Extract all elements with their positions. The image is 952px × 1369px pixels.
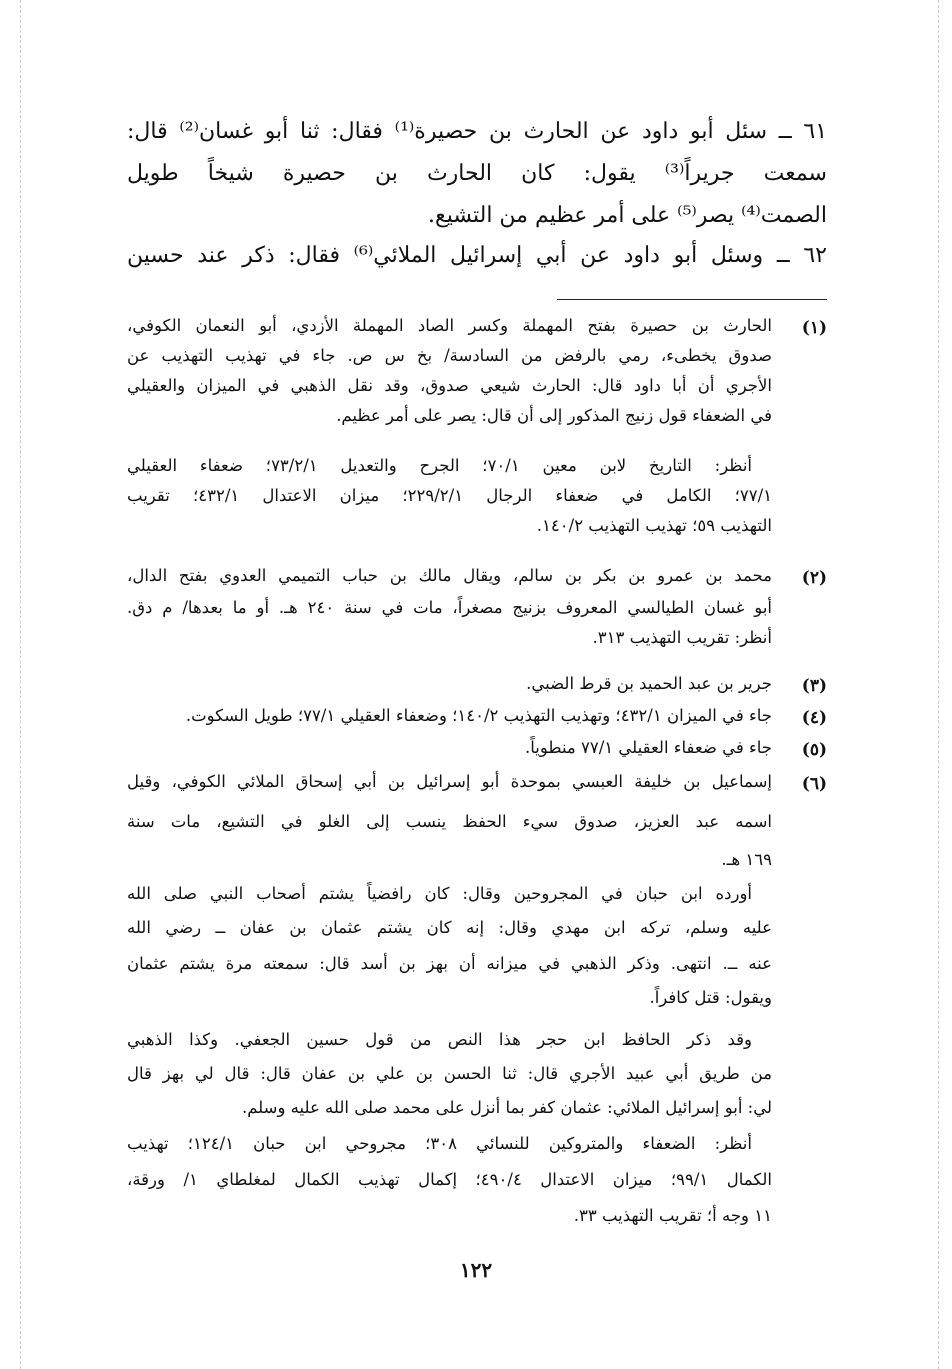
footnote-line: صدوق يخطىء، رمي بالرفض من السادسة/ بخ س ص. جاء في تهذيب التهذيب عن — [127, 346, 772, 365]
footnote-line: أورده ابن حبان في المجروحين وقال: كان رافضياً يشتم أصحاب النبي صلى الله — [127, 884, 752, 903]
footnote-number: (٤) — [801, 708, 827, 728]
footnote-line: إسماعيل بن خليفة العبسي بموحدة أبو إسرائيل بن أبي إسحاق الملائي الكوفي، وقيل — [127, 772, 772, 791]
scan-guide-line — [938, 0, 939, 1369]
footnote-line: عليه وسلم، تركه ابن مهدي وقال: إنه كان يشتم عثمان بن عفان ــ رضي الله — [127, 918, 772, 937]
footnote-line: ١٦٩ هـ. — [721, 850, 772, 869]
scan-guide-line — [20, 0, 21, 1369]
main-text-line: سمعت جريراً⁽³⁾ يقول: كان الحارث بن حصيرة شيخاً طويل — [127, 161, 827, 186]
footnote-line: وقد ذكر الحافظ ابن حجر هذا النص من قول حسين الجعفي. وكذا الذهبي — [127, 1030, 752, 1049]
footnote-number: (١) — [801, 318, 827, 338]
footnote-line: محمد بن عمرو بن بكر بن سالم، ويقال مالك بن حباب التميمي العدوي بفتح الدال، — [127, 566, 772, 585]
footnote-line: جاء في ضعفاء العقيلي ٧٧/١ منطوياً. — [525, 738, 772, 757]
footnote-line: ٧٧/١؛ الكامل في ضعفاء الرجال ٢٢٩/٢/١؛ ميزان الاعتدال ٤٣٢/١؛ تقريب — [127, 486, 773, 505]
footnote-line: ١١ وجه أ؛ تقريب التهذيب ٣٣. — [573, 1206, 772, 1225]
footnote-number: (٦) — [801, 774, 827, 794]
footnote-line: الكمال ٩٩/١؛ ميزان الاعتدال ٤٩٠/٤؛ إكمال تهذيب الكمال لمغلطاي ١/ ورقة، — [127, 1170, 772, 1189]
footnote-line: أنظر: الضعفاء والمتروكين للنسائي ٣٠٨؛ مجروحي ابن حبان ١٢٤/١؛ تهذيب — [127, 1134, 752, 1153]
main-text-line: ٦١ ــ سئل أبو داود عن الحارث بن حصيرة⁽¹⁾ فقال: ثنا أبو غسان⁽²⁾ قال: — [127, 119, 828, 144]
footnote-line: الأجري أن أبا داود قال: الحارث شيعي صدوق، وقد نقل الذهبي في الميزان والعقيلي — [127, 376, 772, 395]
footnote-line: جاء في الميزان ٤٣٢/١؛ وتهذيب التهذيب ١٤٠/٢؛ وضعفاء العقيلي ٧٧/١؛ طويل السكوت. — [185, 706, 772, 725]
footnote-line: ويقول: قتل كافراً. — [649, 988, 772, 1007]
footnote-line: التهذيب ٥٩؛ تهذيب التهذيب ١٤٠/٢. — [536, 516, 772, 535]
main-text-line: الصمت⁽⁴⁾ يصر⁽⁵⁾ على أمر عظيم من التشيع. — [428, 203, 827, 228]
footnote-number: (٢) — [801, 568, 827, 588]
footnote-line: اسمه عبد العزيز، صدوق سيء الحفظ ينسب إلى الغلو في التشيع، مات سنة — [127, 812, 772, 831]
footnote-number: (٥) — [801, 740, 827, 760]
footnote-line: عنه ــ. انتهى. وذكر الذهبي في ميزانه أن بهز بن أسد قال: سمعته مرة يشتم عثمان — [127, 954, 772, 973]
footnote-separator — [557, 299, 827, 300]
footnote-line: لي: أبو إسرائيل الملائي: عثمان كفر بما أنزل على محمد صلى الله عليه وسلم. — [241, 1098, 772, 1117]
main-text-line: ٦٢ ــ وسئل أبو داود عن أبي إسرائيل الملائي⁽⁶⁾ فقال: ذكر عند حسين — [127, 243, 827, 268]
footnote-number: (٣) — [801, 676, 827, 696]
footnote-line: الحارث بن حصيرة بفتح المهملة وكسر الصاد المهملة الأزدي، أبو النعمان الكوفي، — [127, 316, 772, 335]
footnote-line: أنظر: تقريب التهذيب ٣١٣. — [592, 628, 772, 647]
footnote-line: في الضعفاء قول زنيج المذكور إلى أن قال: يصر على أمر عظيم. — [336, 406, 772, 425]
footnote-line: جرير بن عبد الحميد بن قرط الضبي. — [526, 674, 772, 693]
page-number: ١٢٢ — [459, 1258, 493, 1282]
footnote-line: أبو غسان الطيالسي المعروف بزنيج مصغراً، مات في سنة ٢٤٠ هـ. أو ما بعدها/ م دق. — [127, 598, 772, 617]
footnote-line: أنظر: التاريخ لابن معين ٧٠/١؛ الجرح والتعديل ٧٣/٢/١؛ ضعفاء العقيلي — [127, 456, 753, 475]
footnote-line: من طريق أبي عبيد الأجري قال: ثنا الحسن بن علي بن عفان قال: قال لي بهز قال — [127, 1064, 772, 1083]
